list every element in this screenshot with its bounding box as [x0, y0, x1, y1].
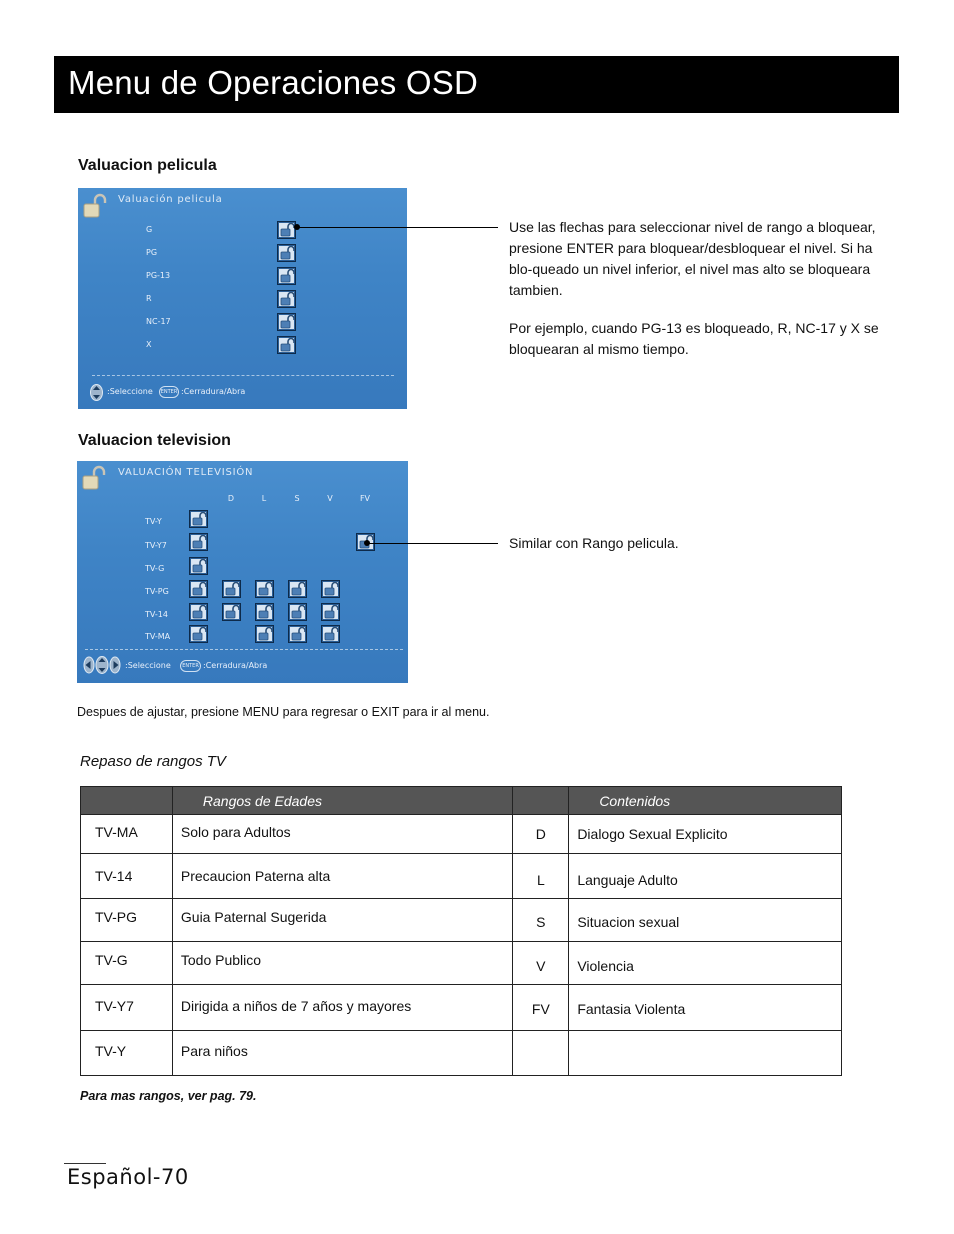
movie-rating-instructions: Use las flechas para seleccionar nivel de rango a bloquear, presione ENTER para bloquear/desbloquear el nivel. Si ha blo-queado un nivel inferior, el nivel mas alto se bloqueara tambien. — [509, 219, 876, 298]
movie-rating-label: PG-13 — [146, 271, 171, 280]
up-down-arrows-icon — [90, 384, 103, 401]
tv-rating-row-label: TV-G — [145, 564, 165, 573]
enter-key-icon: ENTER — [159, 386, 179, 398]
rating-code-cell: TV-MA — [81, 815, 173, 854]
rating-description-cell: Para niños — [172, 1031, 513, 1076]
rating-description-cell: Solo para Adultos — [172, 815, 513, 854]
movie-rating-label: G — [146, 225, 153, 234]
rating-description-cell: Precaucion Paterna alta — [172, 854, 513, 899]
tv-content-column-label: FV — [359, 494, 371, 503]
lock-toggle-icon — [288, 580, 307, 598]
content-letter-cell: L — [513, 854, 569, 899]
content-letter-cell: V — [513, 942, 569, 985]
lock-toggle-icon — [189, 625, 208, 643]
lock-toggle-icon — [277, 267, 296, 285]
content-description-cell: Languaje Adulto — [569, 854, 842, 899]
page-number-rule — [64, 1163, 106, 1164]
rating-code-cell: TV-G — [81, 942, 173, 985]
tv-rating-row-label: TV-Y7 — [145, 541, 167, 550]
footer-select-text: :Seleccione — [107, 387, 153, 396]
page-title: Menu de Operaciones OSD — [68, 64, 478, 101]
lock-toggle-icon — [189, 533, 208, 551]
ratings-review-table — [80, 786, 842, 1076]
lock-toggle-icon — [255, 625, 274, 643]
movie-rating-label: NC-17 — [146, 317, 171, 326]
enter-key-icon: ENTER — [180, 660, 201, 672]
osd-title: VALUACIÓN TELEVISIÓN — [118, 467, 254, 478]
table-row — [81, 1031, 842, 1076]
rating-description-cell: Todo Publico — [172, 942, 513, 985]
movie-rating-label: PG — [146, 248, 158, 257]
tv-rating-heading: Valuacion television — [78, 432, 231, 449]
rating-code-cell: TV-Y — [81, 1031, 173, 1076]
lock-toggle-icon — [255, 603, 274, 621]
ratings-table-heading: Repaso de rangos TV — [80, 753, 226, 770]
tv-content-column-label: D — [227, 494, 235, 503]
lock-toggle-icon — [321, 603, 340, 621]
footer-select-text: :Seleccione — [125, 661, 171, 670]
lock-toggle-icon — [277, 290, 296, 308]
lock-toggle-icon — [255, 580, 274, 598]
content-description-cell: Fantasia Violenta — [569, 985, 842, 1031]
header-bar — [54, 56, 899, 113]
table-header-cell — [513, 787, 569, 815]
lock-toggle-icon — [277, 313, 296, 331]
contents-header: Contenidos — [569, 787, 842, 815]
lock-toggle-icon — [321, 625, 340, 643]
table-row — [81, 985, 842, 1031]
page-number: Español-70 — [67, 1165, 189, 1189]
callout-line — [297, 227, 498, 228]
footer-action-text: :Cerradura/Abra — [181, 387, 246, 396]
table-header-cell — [81, 787, 173, 815]
content-letter-cell: FV — [513, 985, 569, 1031]
movie-rating-label: R — [146, 294, 152, 303]
tv-rating-row-label: TV-14 — [145, 610, 168, 619]
osd-title: Valuación pelicula — [118, 194, 223, 205]
content-letter-cell: S — [513, 899, 569, 942]
callout-line — [367, 543, 498, 544]
lock-toggle-icon — [189, 557, 208, 575]
four-way-arrows-icon — [83, 656, 121, 674]
lock-toggle-icon — [222, 603, 241, 621]
more-ratings-footnote: Para mas rangos, ver pag. 79. — [80, 1089, 257, 1103]
lock-toggle-icon — [288, 625, 307, 643]
tv-rating-row-label: TV-MA — [145, 632, 171, 641]
tv-rating-row-label: TV-Y — [145, 517, 162, 526]
content-description-cell: Violencia — [569, 942, 842, 985]
movie-rating-example: Por ejemplo, cuando PG-13 es bloqueado, R, NC-17 y X se bloquearan al mismo tiempo. — [509, 320, 879, 357]
lock-toggle-icon — [277, 221, 296, 239]
tv-rating-osd-screenshot — [77, 461, 408, 683]
tv-content-column-label: S — [294, 494, 300, 503]
osd-divider — [85, 649, 403, 650]
content-description-cell: Situacion sexual — [569, 899, 842, 942]
lock-toggle-icon — [277, 336, 296, 354]
lock-toggle-icon — [222, 580, 241, 598]
lock-icon — [82, 193, 108, 219]
lock-icon — [81, 465, 107, 491]
content-letter-cell — [513, 1031, 569, 1076]
footer-action-text: :Cerradura/Abra — [203, 661, 268, 670]
rating-code-cell: TV-PG — [81, 899, 173, 942]
tv-rating-row-label: TV-PG — [145, 587, 169, 596]
lock-toggle-icon — [189, 510, 208, 528]
lock-toggle-icon — [189, 580, 208, 598]
lock-toggle-icon — [277, 244, 296, 262]
age-ratings-header: Rangos de Edades — [172, 787, 513, 815]
content-description-cell: Dialogo Sexual Explicito — [569, 815, 842, 854]
tv-content-column-label: L — [261, 494, 267, 503]
tv-rating-callout-text: Similar con Rango pelicula. — [509, 535, 679, 551]
table-row — [81, 854, 842, 899]
movie-rating-label: X — [146, 340, 152, 349]
lock-toggle-icon — [189, 603, 208, 621]
movie-rating-heading: Valuacion pelicula — [78, 157, 217, 174]
table-row — [81, 942, 842, 985]
lock-toggle-icon — [288, 603, 307, 621]
rating-code-cell: TV-Y7 — [81, 985, 173, 1031]
rating-code-cell: TV-14 — [81, 854, 173, 899]
rating-description-cell: Guia Paternal Sugerida — [172, 899, 513, 942]
osd-divider — [92, 375, 394, 376]
menu-exit-note: Despues de ajustar, presione MENU para regresar o EXIT para ir al menu. — [77, 705, 490, 719]
table-row — [81, 815, 842, 854]
rating-description-cell: Dirigida a niños de 7 años y mayores — [172, 985, 513, 1031]
movie-rating-osd-screenshot — [78, 188, 407, 409]
content-description-cell — [569, 1031, 842, 1076]
table-row — [81, 899, 842, 942]
lock-toggle-icon — [321, 580, 340, 598]
content-letter-cell: D — [513, 815, 569, 854]
tv-content-column-label: V — [327, 494, 333, 503]
